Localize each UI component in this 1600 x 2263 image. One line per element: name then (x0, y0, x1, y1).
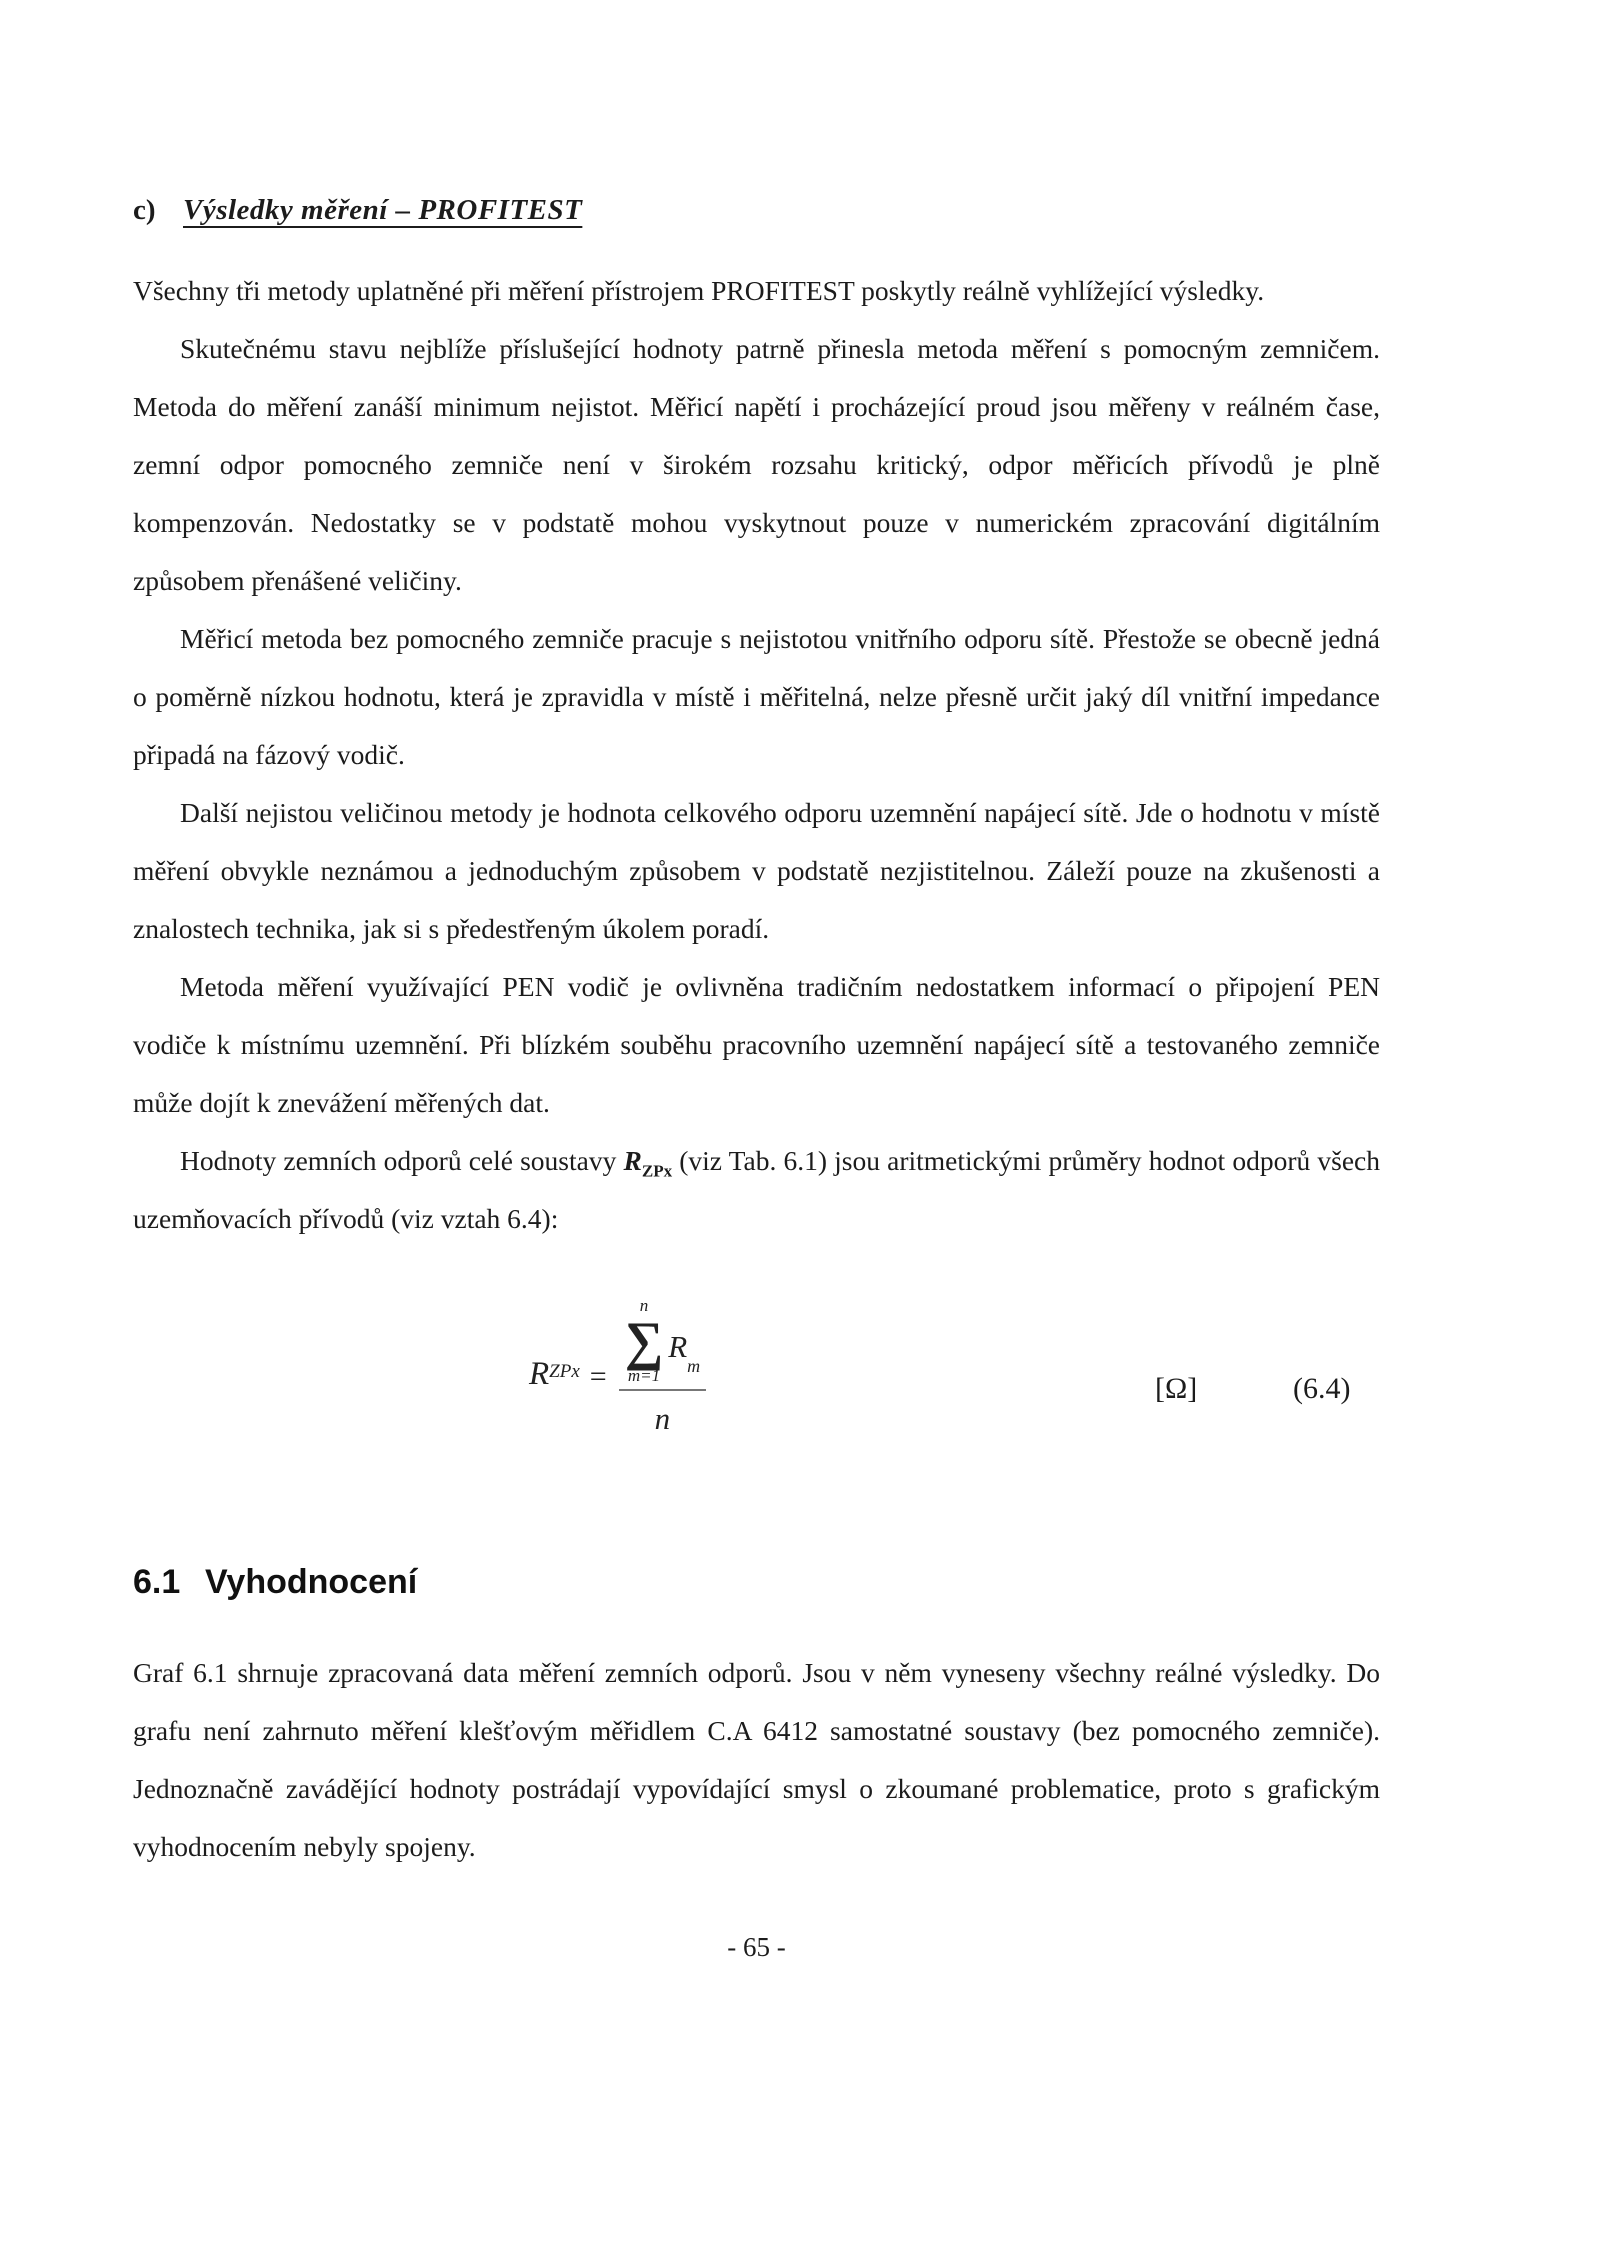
section-heading (133, 1560, 1380, 1604)
equation-unit: [Ω] (1155, 1372, 1198, 1405)
symbol-rzpx-subscript: ZPx (641, 1161, 673, 1181)
paragraph-intro: Všechny tři metody uplatněné při měření přístrojem PROFITEST poskytly reálně vyhlížející výsledky. (133, 275, 1265, 306)
sigma-icon: ∑ (624, 1311, 664, 1371)
paragraph-pen-vodic: Metoda měření využívající PEN vodič je ovlivněna tradičním nedostatkem informací o připojení PEN vodiče k místnímu uzemnění. Při blízkém souběhu pracovního uzemnění napájecí sítě a testovaného zemniče může dojít k znevážení měřených dat. (133, 971, 1380, 1118)
summation-upper-limit: n (639, 1296, 649, 1315)
section-number: 6.1 (133, 1563, 181, 1601)
equation-lhs-base: R (529, 1356, 550, 1392)
paragraph-dalsi-nejistota: Další nejistou veličinou metody je hodnota celkového odporu uzemnění napájecí sítě. Jde o hodnotu v místě měření obvykle neznámou a jednoduchým způsobem v podstatě nezjistitelnou. Záleží pouze na zkušenosti a znalostech technika, jak si s předestřeným úkolem poradí. (133, 797, 1380, 944)
page-number: - 65 - (727, 1932, 786, 1962)
paragraph-pomocny-zemnic: Skutečnému stavu nejblíže příslušející hodnoty patrně přinesla metoda měření s pomocným zemničem. Metoda do měření zanáší minimum nejistot. Měřicí napětí i procházející proud jsou měřeny v reálném čase, zemní odpor pomocného zemniče není v širokém rozsahu kritický, odpor měřicích přívodů je plně kompenzován. Nedostatky se v podstatě mohou vyskytnout pouze v numerickém zpracování digitálním způsobem přenášené veličiny. (133, 333, 1380, 596)
paragraph-text-after: (viz Tab. 6.1) jsou aritmetickými průměry hodnot odporů všech uzemňovacích přívodů (viz vztah 6.4): (133, 1145, 1380, 1234)
equation-numerator (619, 1296, 706, 1391)
equation-term-base: R (668, 1329, 688, 1364)
equation-6-4 (133, 1294, 1380, 1466)
section-title: Vyhodnocení (205, 1563, 418, 1601)
summation-symbol (625, 1296, 664, 1386)
paragraph-vyhodnoceni: Graf 6.1 shrnuje zpracovaná data měření zemních odporů. Jsou v něm vyneseny všechny reálné výsledky. Do grafu není zahrnuto měření klešťovým měřidlem C.A 6412 samostatné soustavy (bez pomocného zemniče). Jednoznačně zavádějící hodnoty postrádají vypovídající smysl o zkoumané problematice, proto s grafickým vyhodnocením nebyly spojeny. (133, 1657, 1380, 1862)
symbol-rzpx (623, 1145, 673, 1181)
subsection-title: Výsledky měření – PROFITEST (183, 194, 583, 226)
paragraph-hodnoty-odporu (133, 1132, 1380, 1248)
equation-term-rm (668, 1329, 701, 1377)
equation-denominator: n (654, 1401, 671, 1436)
symbol-rzpx-base: R (623, 1145, 642, 1176)
summation-lower-limit: m=1 (627, 1366, 661, 1385)
equals-sign: = (589, 1360, 607, 1393)
paragraph-bez-zemnice: Měřicí metoda bez pomocného zemniče pracuje s nejistotou vnitřního odporu sítě. Přestože se obecně jedná o poměrně nízkou hodnotu, která je zpravidla v místě i měřitelná, nelze přesně určit jaký díl vnitřní impedance připadá na fázový vodič. (133, 623, 1380, 770)
paragraph-text-before: Hodnoty zemních odporů celé soustavy (180, 1145, 624, 1176)
equation-term-subscript: m (687, 1356, 701, 1377)
equation-lhs: R $_{ZPx}$ (529, 1356, 580, 1392)
equation-fraction (619, 1296, 706, 1437)
subsection-heading (133, 192, 1380, 228)
subsection-marker: c) (133, 194, 156, 226)
equation-expression (529, 1296, 706, 1437)
equation-number: (6.4) (1293, 1372, 1351, 1405)
